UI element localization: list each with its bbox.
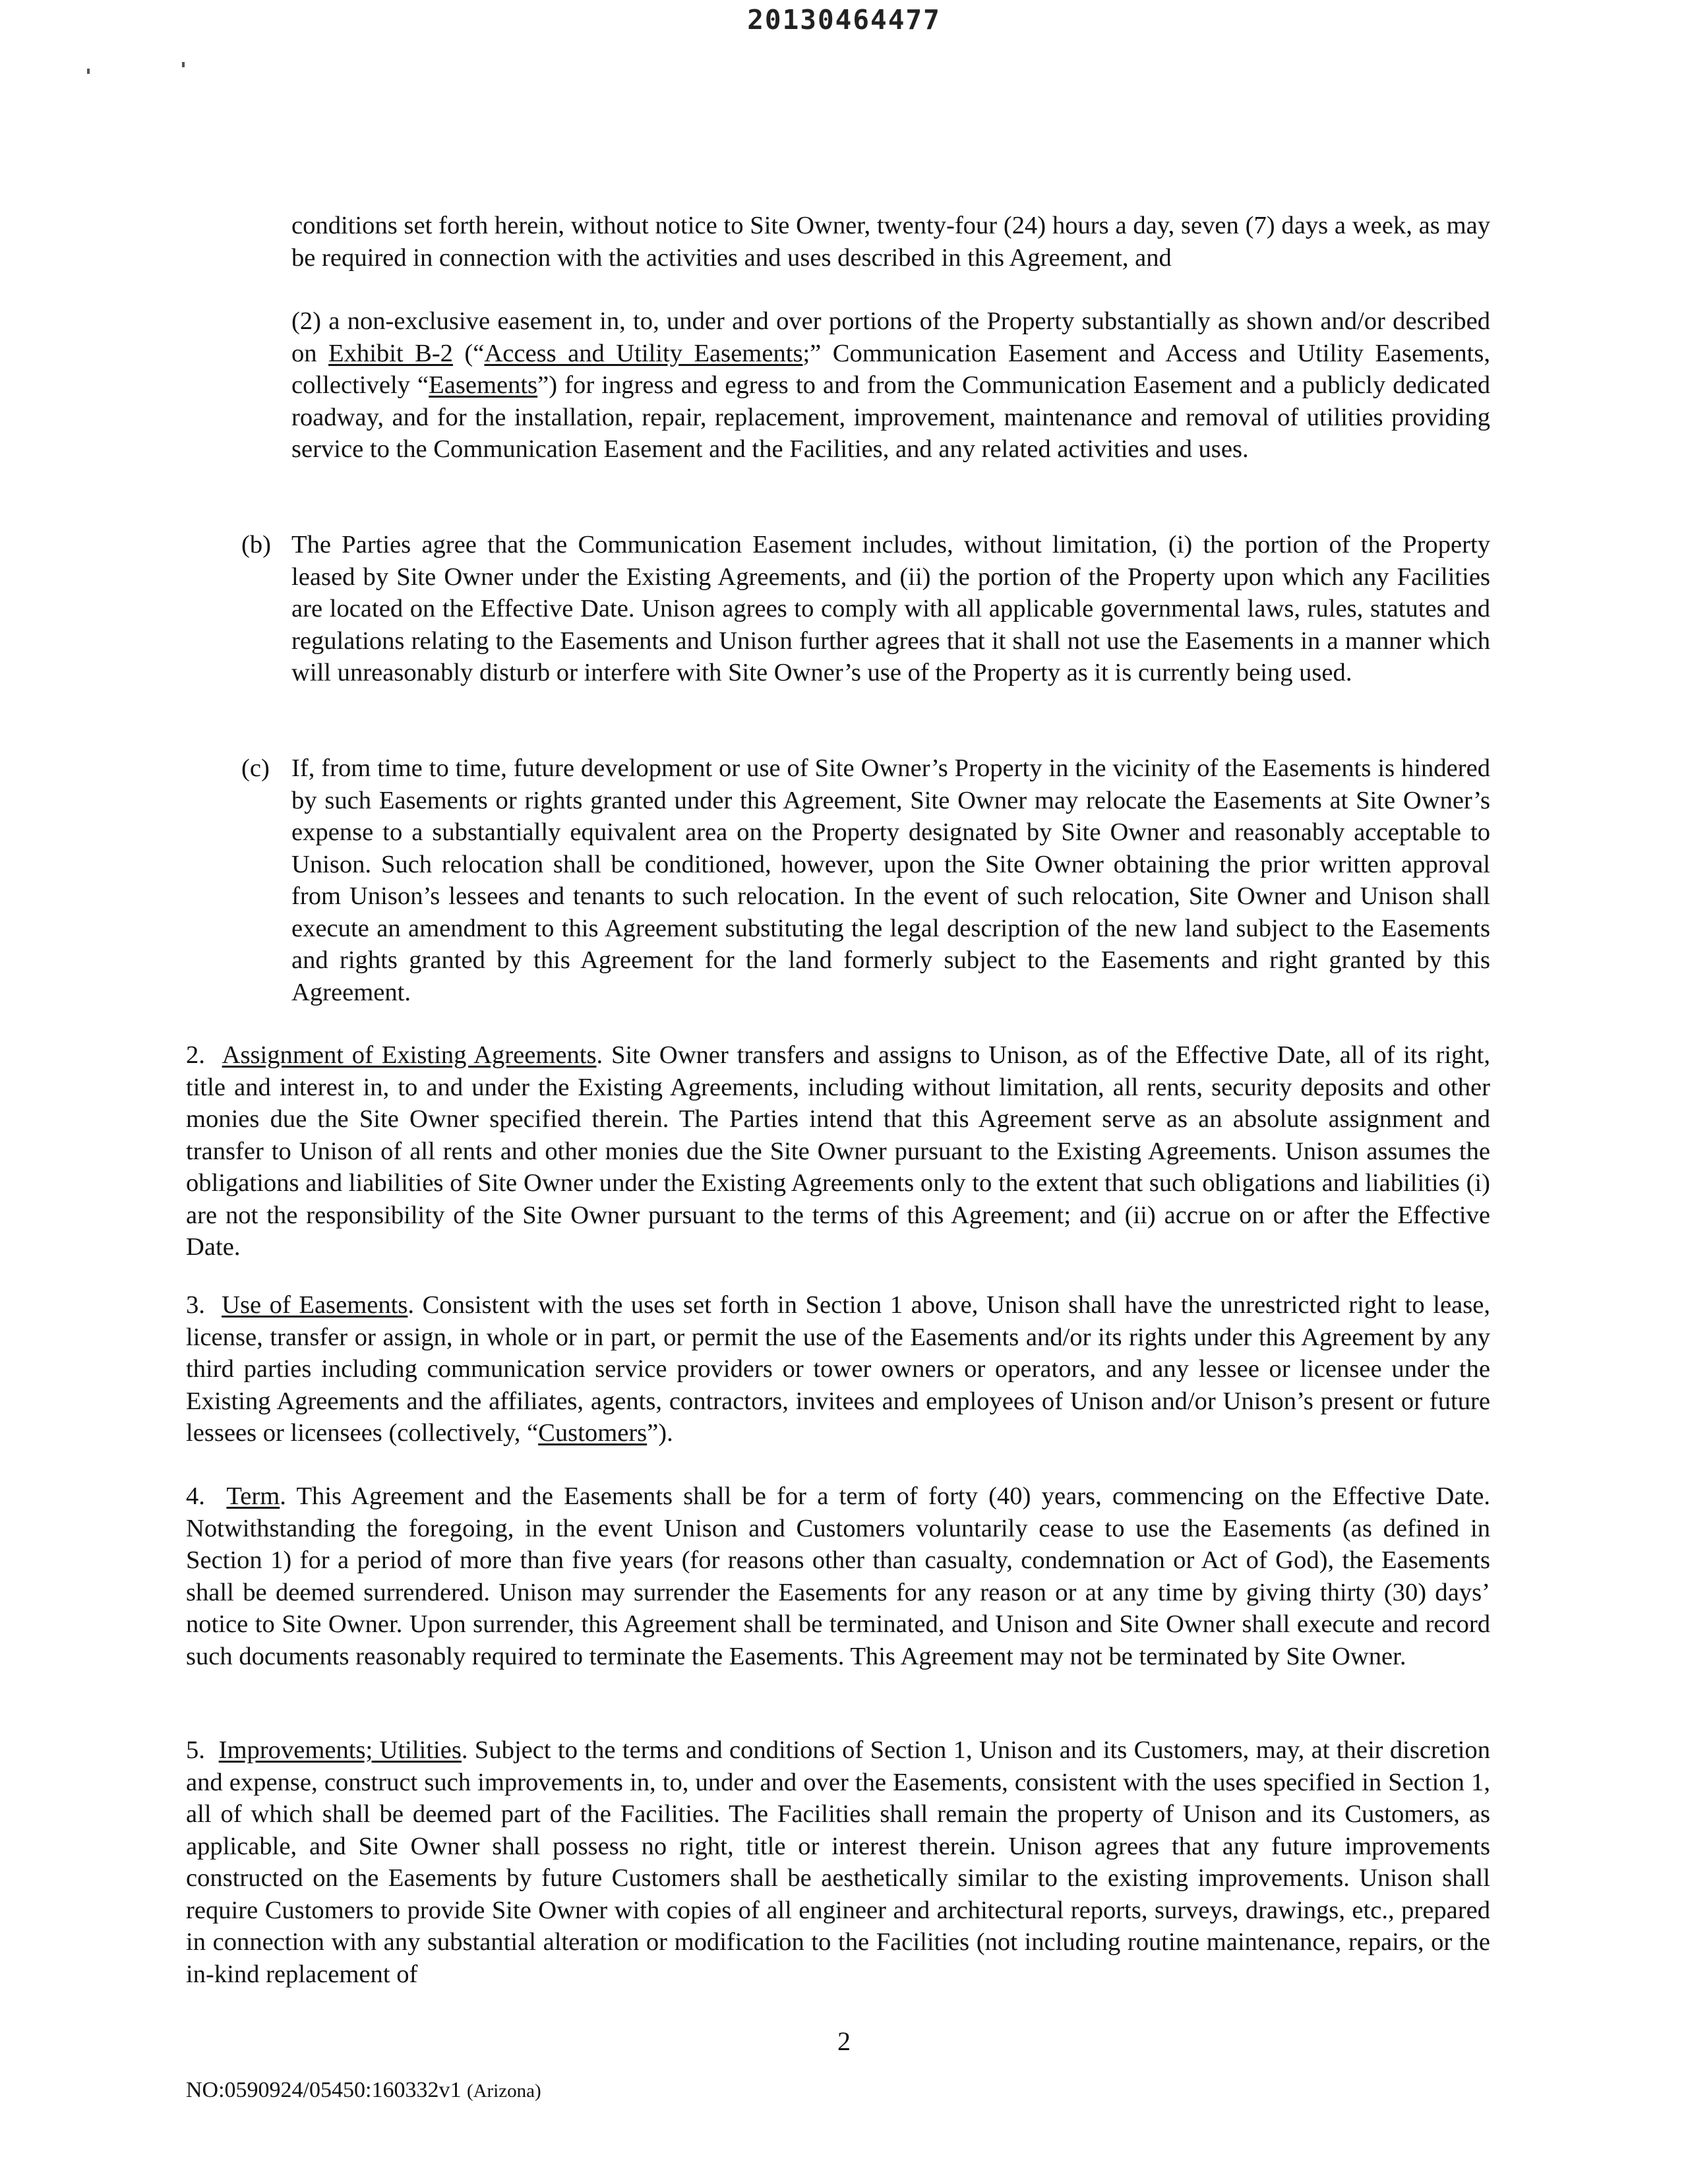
scan-speck <box>182 62 185 67</box>
subparagraph-text: If, from time to time, future development or use of Site Owner’s Property in the vicinity of the Easements is hindered by such Easements or rights granted under this Agreement, Site Owner may relocate the Easements at Site Owner’s expense to a substantially equivalent area on the Property designated by Site Owner and reasonably acceptable to Unison. Such relocation shall be conditioned, however, upon the Site Owner obtaining the prior written approval from Unison’s lessees and tenants to such relocation. In the event of such relocation, Site Owner and Unison shall execute an amendment to this Agreement substituting the legal description of the new land subject to the Easements and rights granted by this Agreement for the land formerly subject to the Easements and right granted by this Agreement. <box>291 754 1490 1006</box>
section-4: 4. Term. This Agreement and the Easements shall be for a term of forty (40) years, commencing on the Effective Date. Notwithstanding the foregoing, in the event Unison and Customers voluntarily cease to use the Easements (as defined in Section 1) for a period of more than five years (for reasons other than casualty, condemnation or Act of God), the Easements shall be deemed surrendered. Unison may surrender the Easements for any reason or at any time by giving thirty (30) days’ notice to Site Owner. Upon surrender, this Agreement shall be terminated, and Unison and Site Owner shall execute and record such documents reasonably required to terminate the Easements. This Agreement may not be terminated by Site Owner. <box>186 1482 1490 1670</box>
subparagraph-text: The Parties agree that the Communication Easement includes, without limitation, (i) the portion of the Property leased by Site Owner under the Existing Agreements, and (ii) the portion of the Property upon which any Facilities are located on the Effective Date. Unison agrees to comply with all applicable governmental laws, rules, statutes and regulations relating to the Easements and Unison further agrees that it shall not use the Easements in a manner which will unreasonably disturb or interfere with Site Owner’s use of the Property as it is currently being used. <box>291 531 1490 686</box>
defined-term-access-utility-easements: Access and Utility Easements <box>484 339 803 367</box>
section-number: 3. <box>186 1291 205 1319</box>
document-number: 20130464477 <box>747 4 941 36</box>
page-number: 2 <box>837 2026 851 2056</box>
section-3: 3. Use of Easements. Consistent with the uses set forth in Section 1 above, Unison shall have the unrestricted right to lease, license, transfer or assign, in whole or in part, or permit the use of the Easements and/or its rights under this Agreement by any third parties including communication service providers or tower owners or operators, and any lessee or licensee under the Existing Agreements and the affiliates, agents, contractors, invitees and employees of Unison and/or Unison’s present or future lessees or licensees (collectively, “Customers”). <box>186 1291 1490 1447</box>
section-number: 2. <box>186 1041 205 1069</box>
footer-jurisdiction: (Arizona) <box>466 2080 541 2102</box>
subparagraph-a2: (2) a non-exclusive easement in, to, under and over portions of the Property substantially as shown and/or described on Exhibit B-2 (“Access and Utility Easements;” Communication Easement and Access and Utility Easements, collectively “Easements”) for ingress and egress to and from the Communication Easement and a publicly dedicated roadway, and for the installation, repair, replacement, improvement, maintenance and removal of utilities providing service to the Communication Easement and the Facilities, and any related activities and uses. <box>291 307 1491 463</box>
section-heading: Term <box>226 1482 280 1510</box>
subparagraph-label: (b) <box>241 531 271 559</box>
defined-term-easements: Easements <box>429 371 538 399</box>
footer-doc-id: NO:0590924/05450:160332v1 (Arizona) <box>186 2078 541 2102</box>
section-heading: Use of Easements <box>222 1291 408 1319</box>
section-2: 2. Assignment of Existing Agreements. Site Owner transfers and assigns to Unison, as of the Effective Date, all of its right, title and interest in, to and under the Existing Agreements, including without limitation, all rents, security deposits and other monies due the Site Owner specified therein. The Parties intend that this Agreement serve as an absolute assignment and transfer to Unison of all rents and other monies due the Site Owner pursuant to the Existing Agreements. Unison assumes the obligations and liabilities of Site Owner under the Existing Agreements only to the extent that such obligations and liabilities (i) are not the responsibility of the Site Owner pursuant to the terms of this Agreement; and (ii) accrue on or after the Effective Date. <box>186 1041 1490 1261</box>
scan-speck <box>87 69 90 74</box>
section-number: 4. <box>186 1482 205 1510</box>
subparagraph-label: (c) <box>241 754 270 782</box>
section-heading: Improvements; Utilities <box>218 1736 462 1764</box>
section-number: 5. <box>186 1736 205 1764</box>
subparagraph-a1-continuation: conditions set forth herein, without notice to Site Owner, twenty-four (24) hours a day, seven (7) days a week, as may be required in connection with the activities and uses described in this Agreement, and <box>291 212 1490 272</box>
section-5: 5. Improvements; Utilities. Subject to the terms and conditions of Section 1, Unison and its Customers, may, at their discretion and expense, construct such improvements in, to, under and over the Easements, consistent with the uses specified in Section 1, all of which shall be deemed part of the Facilities. The Facilities shall remain the property of Unison and its Customers, as applicable, and Site Owner shall possess no right, title or interest therein. Unison agrees that any future improvements constructed on the Easements by future Customers shall be aesthetically similar to the existing improvements. Unison shall require Customers to provide Site Owner with copies of all engineer and architectural reports, surveys, drawings, etc., prepared in connection with any substantial alteration or modification to the Facilities (not including routine maintenance, repairs, or the in-kind replacement of <box>186 1736 1491 1988</box>
section-heading: Assignment of Existing Agreements <box>222 1041 597 1069</box>
defined-term-customers: Customers <box>538 1419 648 1447</box>
exhibit-reference: Exhibit B-2 <box>328 339 453 367</box>
